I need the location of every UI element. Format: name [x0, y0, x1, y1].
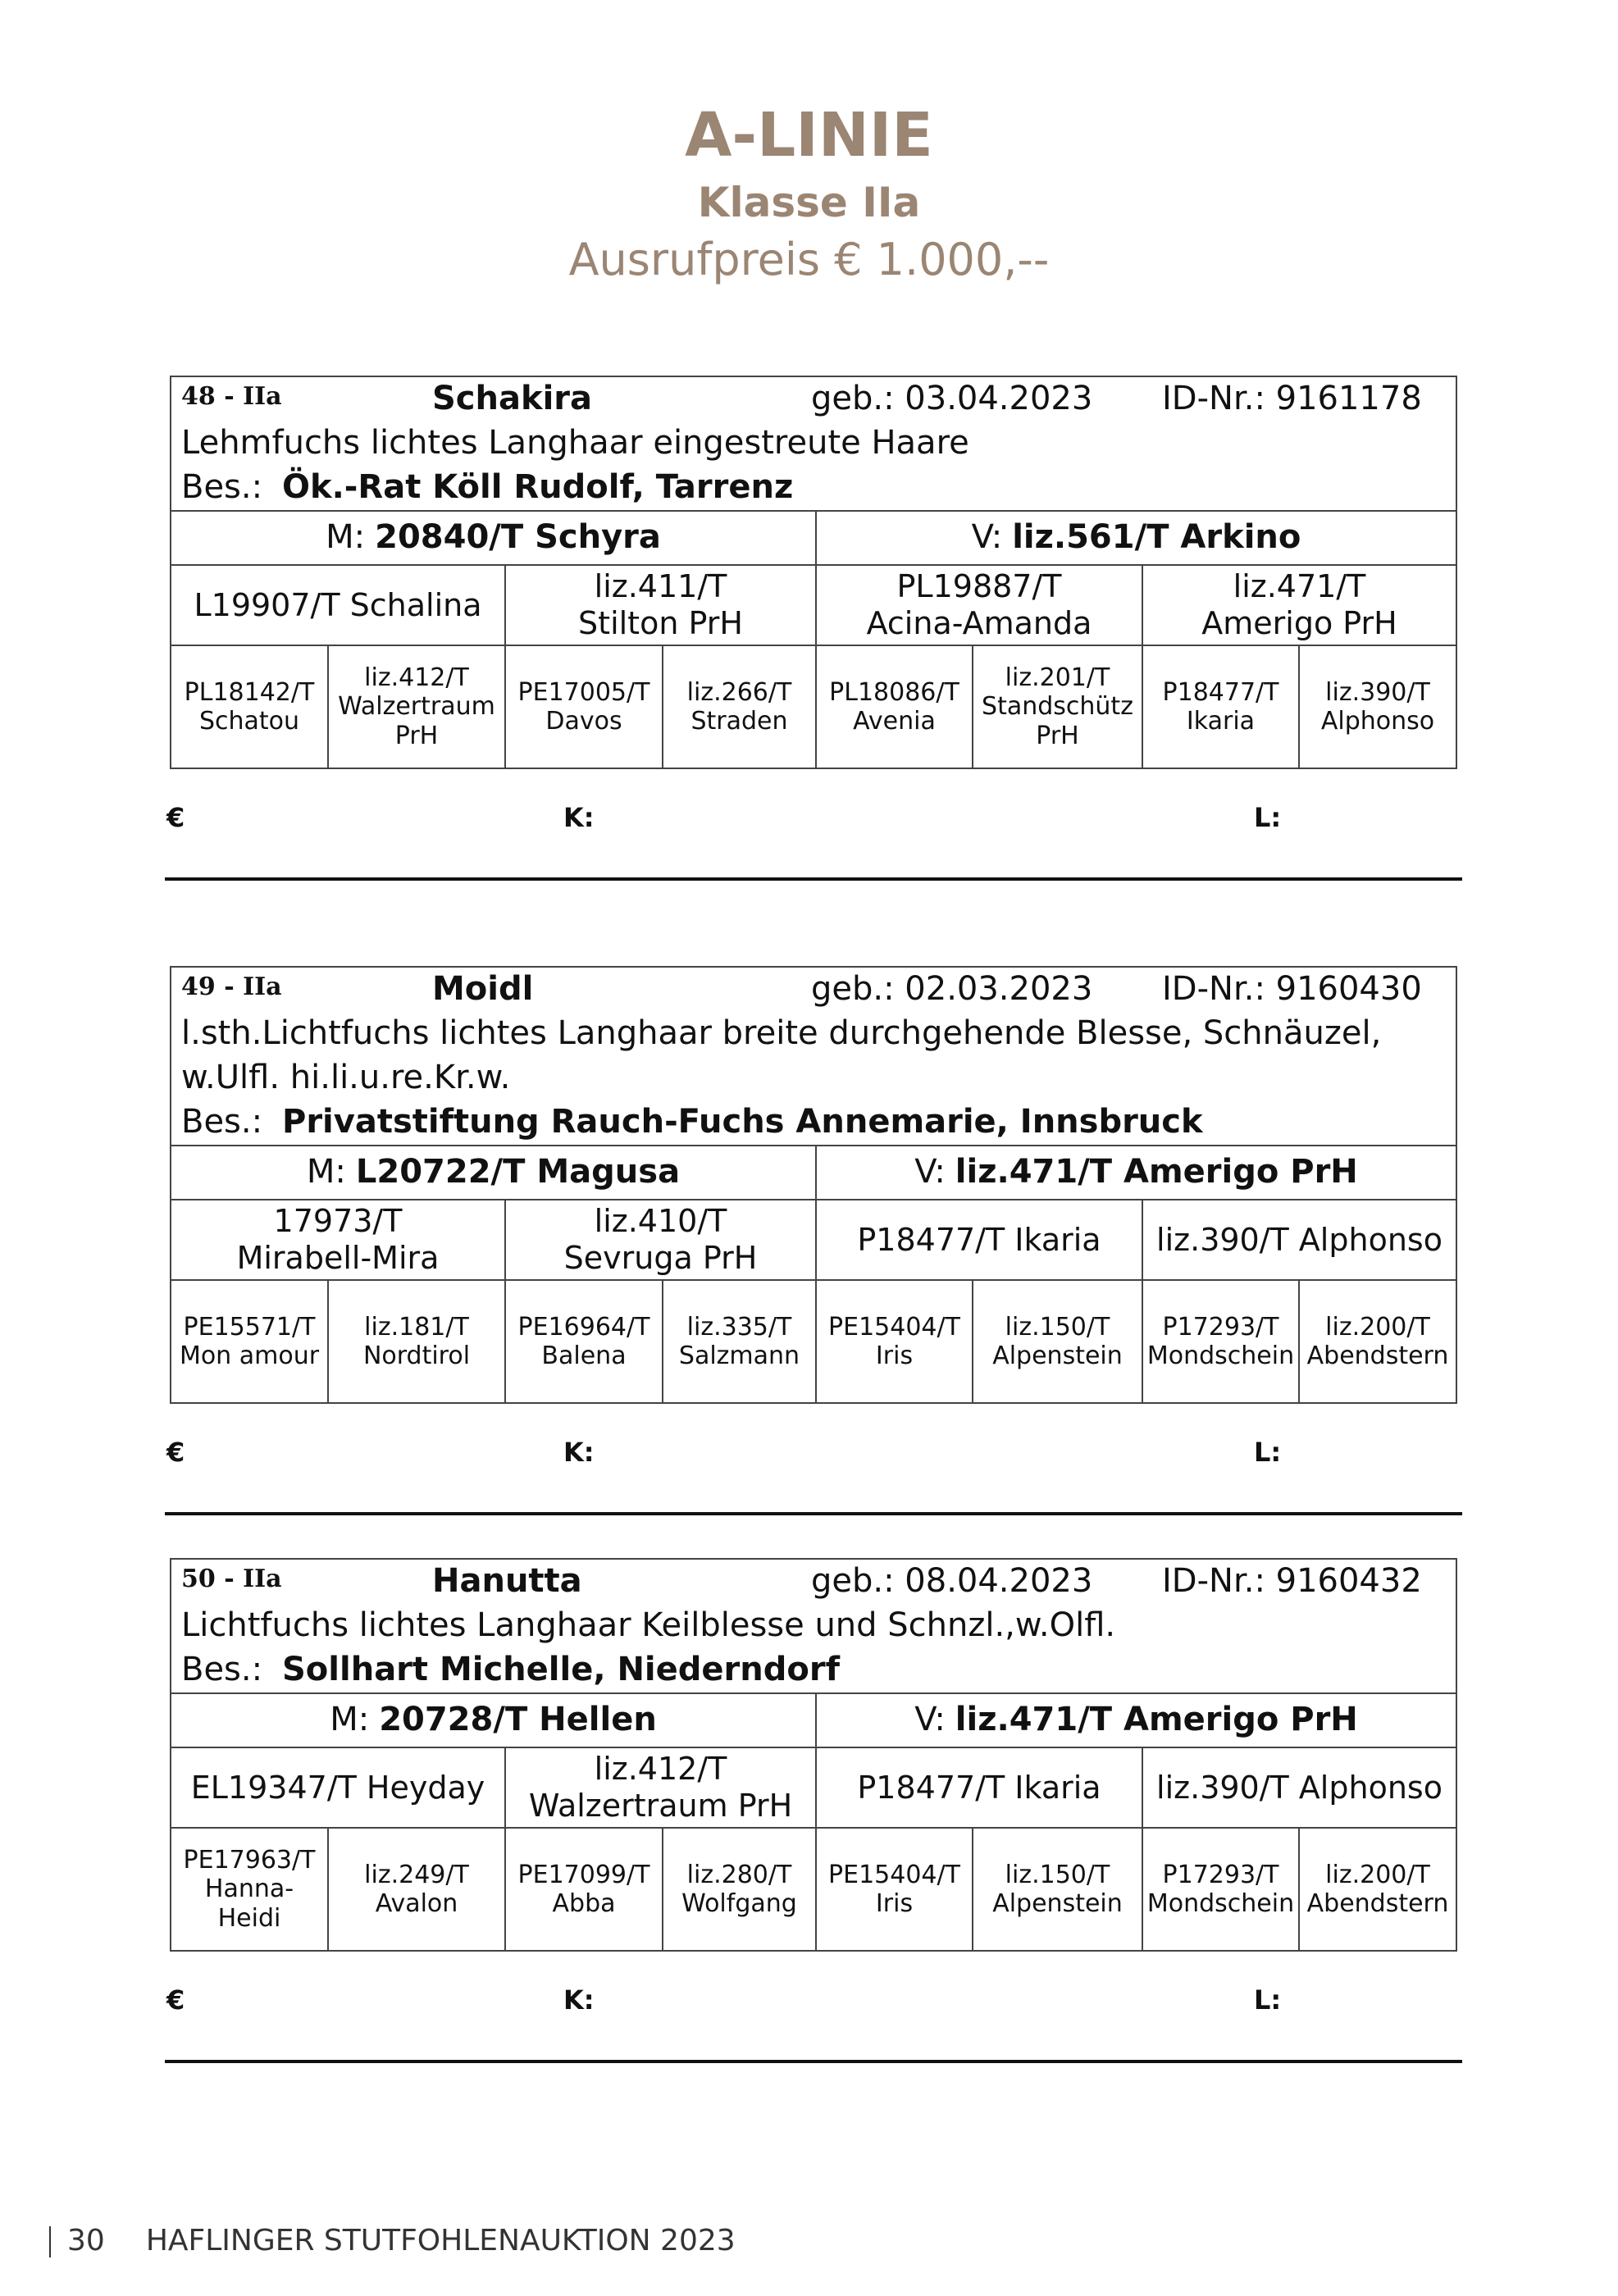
mother-name: 20728/T Hellen [379, 1701, 657, 1739]
owner-label: Bes.: [181, 1103, 263, 1141]
great-grandparent-line: PL18142/T [184, 677, 315, 707]
great-grandparent-line: PE15571/T [183, 1312, 316, 1342]
owner-label: Bes.: [181, 468, 263, 506]
horse-name: Schakira [432, 380, 593, 417]
great-grandparent-line: PrH [1036, 721, 1079, 750]
column-divider [815, 1279, 817, 1402]
grandparent-line: liz.411/T [594, 568, 727, 605]
column-divider [1298, 1827, 1300, 1950]
horse-name: Moidl [432, 970, 534, 1008]
father-label: V: [914, 1153, 946, 1191]
mother-cell [171, 1146, 815, 1199]
horse-name: Hanutta [432, 1562, 582, 1600]
starting-price: Ausrufpreis € 1.000,-- [568, 234, 1050, 285]
column-divider [1142, 1199, 1143, 1279]
great-grandparent-cell [1300, 1281, 1456, 1402]
great-grandparent-line: Abba [552, 1889, 616, 1918]
great-grandparent-line: Mondschein [1146, 1342, 1295, 1370]
great-grandparent-line: liz.201/T [1005, 663, 1110, 692]
father-cell [817, 1146, 1456, 1199]
great-grandparent-line: PE16964/T [517, 1312, 650, 1342]
column-divider [1142, 564, 1143, 645]
great-grandparent-line: PE17963/T [183, 1845, 316, 1875]
lot-number: 50 - IIa [181, 1565, 282, 1593]
great-grandparent-cell [1143, 1829, 1298, 1950]
great-grandparent-line: liz.412/T [364, 663, 469, 692]
grandparent-cell [171, 1200, 504, 1279]
column-divider [815, 510, 817, 564]
great-grandparent-cell [329, 646, 504, 768]
description-line-1: Lehmfuchs lichtes Langhaar eingestreute Haare [181, 424, 969, 462]
great-grandparent-cell [663, 1829, 815, 1950]
great-grandparent-line: Hanna- [204, 1875, 294, 1904]
great-grandparent-cell [1300, 1829, 1456, 1950]
great-grandparent-line: Balena [541, 1342, 627, 1370]
great-grandparent-cell [171, 1281, 327, 1402]
great-grandparent-cell [1143, 646, 1298, 768]
great-grandparent-line: liz.335/T [686, 1312, 792, 1342]
great-grandparent-line: Iris [875, 1889, 914, 1918]
great-grandparent-cell [973, 646, 1142, 768]
entry-separator-line [165, 1512, 1462, 1515]
great-grandparent-line: Schatou [198, 707, 300, 736]
great-grandparent-line: Avenia [853, 707, 936, 736]
k-field-label: K: [563, 1437, 595, 1468]
owner-name: Ök.-Rat Köll Rudolf, Tarrenz [282, 468, 794, 506]
great-grandparent-cell [973, 1829, 1142, 1950]
great-grandparent-line: Alpenstein [992, 1889, 1123, 1918]
great-grandparent-line: liz.150/T [1005, 1312, 1110, 1342]
great-grandparent-line: PrH [394, 721, 439, 750]
euro-field-label: € [166, 802, 185, 833]
great-grandparent-cell [506, 1829, 662, 1950]
column-divider [815, 1692, 817, 1747]
grandparent-line: liz.410/T [594, 1203, 727, 1240]
father-cell [817, 512, 1456, 564]
mother-label: M: [306, 1153, 346, 1191]
great-grandparent-cell [171, 646, 327, 768]
lot-number: 48 - IIa [181, 382, 282, 411]
l-field-label: L: [1254, 802, 1282, 833]
birth-date: geb.: 02.03.2023 [811, 970, 1093, 1008]
grandparent-line: Stilton PrH [578, 605, 743, 641]
column-divider [972, 1279, 973, 1402]
column-divider [504, 1747, 506, 1827]
father-name: liz.471/T Amerigo PrH [955, 1153, 1358, 1191]
great-grandparent-cell [817, 1281, 972, 1402]
great-grandparent-line: P17293/T [1162, 1312, 1279, 1342]
great-grandparent-line: Standschütz [982, 692, 1133, 722]
column-divider [327, 1279, 329, 1402]
page-number: 30 [67, 2224, 105, 2257]
grandparent-line: Mirabell-Mira [236, 1240, 440, 1276]
great-grandparent-line: Mondschein [1146, 1889, 1295, 1918]
great-grandparent-line: Mon amour [179, 1342, 320, 1370]
grandparent-cell [817, 1200, 1142, 1279]
grandparent-line: L19907/T Schalina [194, 586, 482, 623]
great-grandparent-line: PL18086/T [829, 677, 959, 707]
column-divider [1142, 1827, 1143, 1950]
class-subtitle: Klasse IIa [697, 179, 921, 226]
grandparent-cell [506, 566, 815, 645]
pedigree-table [170, 1558, 1457, 1952]
mother-cell [171, 1694, 815, 1747]
column-divider [815, 1747, 817, 1827]
great-grandparent-line: Abendstern [1306, 1342, 1449, 1370]
mother-name: L20722/T Magusa [355, 1153, 681, 1191]
grandparent-line: EL19347/T Heyday [190, 1769, 485, 1806]
l-field-label: L: [1254, 1437, 1282, 1468]
description-line-1: Lichtfuchs lichtes Langhaar Keilblesse und Schnzl.,w.Olfl. [181, 1606, 1116, 1644]
great-grandparent-line: PE15404/T [828, 1312, 960, 1342]
birth-date: geb.: 08.04.2023 [811, 1562, 1093, 1600]
column-divider [815, 645, 817, 768]
column-divider [662, 645, 663, 768]
great-grandparent-line: Alpenstein [992, 1342, 1123, 1370]
great-grandparent-line: Iris [875, 1342, 914, 1370]
footer-title: HAFLINGER STUTFOHLENAUKTION 2023 [145, 2224, 736, 2257]
grandparent-cell [171, 1748, 504, 1827]
owner-name: Sollhart Michelle, Niederndorf [282, 1651, 840, 1688]
great-grandparent-line: Abendstern [1306, 1889, 1449, 1918]
column-divider [1142, 1747, 1143, 1827]
great-grandparent-cell [663, 646, 815, 768]
great-grandparent-cell [171, 1829, 327, 1950]
mother-cell [171, 512, 815, 564]
id-number: ID-Nr.: 9161178 [1162, 380, 1422, 417]
great-grandparent-line: PE17005/T [517, 677, 650, 707]
great-grandparent-cell [663, 1281, 815, 1402]
column-divider [815, 1827, 817, 1950]
grandparent-cell [817, 1748, 1142, 1827]
column-divider [815, 564, 817, 645]
column-divider [815, 1145, 817, 1199]
mother-label: M: [326, 518, 366, 557]
column-divider [972, 645, 973, 768]
column-divider [504, 564, 506, 645]
great-grandparent-cell [973, 1281, 1142, 1402]
great-grandparent-line: PE15404/T [828, 1860, 960, 1889]
grandparent-cell [171, 566, 504, 645]
description-line-2: w.Ulfl. hi.li.u.re.Kr.w. [181, 1059, 511, 1096]
k-field-label: K: [563, 802, 595, 833]
grandparent-line: Amerigo PrH [1201, 605, 1397, 641]
grandparent-line: Sevruga PrH [563, 1240, 758, 1276]
grandparent-cell [506, 1748, 815, 1827]
great-grandparent-line: Alphonso [1320, 707, 1435, 736]
l-field-label: L: [1254, 1984, 1282, 2016]
grandparent-line: liz.471/T [1233, 568, 1366, 605]
great-grandparent-line: Walzertraum [338, 692, 495, 722]
father-name: liz.471/T Amerigo PrH [955, 1701, 1358, 1739]
euro-field-label: € [166, 1984, 185, 2016]
mother-label: M: [330, 1701, 370, 1739]
great-grandparent-line: P17293/T [1162, 1860, 1279, 1889]
great-grandparent-line: Davos [545, 707, 622, 736]
column-divider [1142, 645, 1143, 768]
column-divider [504, 645, 506, 768]
grandparent-line: liz.412/T [594, 1751, 727, 1788]
great-grandparent-line: liz.390/T [1325, 677, 1430, 707]
great-grandparent-cell [817, 646, 972, 768]
column-divider [1298, 645, 1300, 768]
great-grandparent-line: Salzmann [678, 1342, 800, 1370]
great-grandparent-line: Straden [690, 707, 788, 736]
grandparent-cell [1143, 1200, 1456, 1279]
grandparent-line: liz.390/T Alphonso [1156, 1221, 1443, 1258]
great-grandparent-line: liz.200/T [1325, 1860, 1430, 1889]
grandparent-cell [1143, 566, 1456, 645]
great-grandparent-line: Nordtirol [362, 1342, 471, 1370]
father-cell [817, 1694, 1456, 1747]
mother-name: 20840/T Schyra [375, 518, 661, 557]
column-divider [504, 1199, 506, 1279]
id-number: ID-Nr.: 9160430 [1162, 970, 1422, 1008]
grandparent-cell [506, 1200, 815, 1279]
great-grandparent-cell [1300, 646, 1456, 768]
birth-date: geb.: 03.04.2023 [811, 380, 1093, 417]
great-grandparent-line: PE17099/T [517, 1860, 650, 1889]
great-grandparent-line: Heidi [217, 1903, 281, 1933]
page-title: A-LINIE [685, 100, 933, 171]
pedigree-table [170, 376, 1457, 769]
column-divider [662, 1827, 663, 1950]
grandparent-line: PL19887/T [896, 568, 1062, 605]
great-grandparent-line: P18477/T [1162, 677, 1279, 707]
great-grandparent-cell [1143, 1281, 1298, 1402]
great-grandparent-line: liz.150/T [1005, 1860, 1110, 1889]
great-grandparent-line: liz.280/T [686, 1860, 792, 1889]
great-grandparent-line: liz.181/T [364, 1312, 469, 1342]
grandparent-line: P18477/T Ikaria [857, 1221, 1101, 1258]
great-grandparent-cell [329, 1281, 504, 1402]
great-grandparent-line: liz.200/T [1325, 1312, 1430, 1342]
grandparent-cell [817, 566, 1142, 645]
column-divider [1142, 1279, 1143, 1402]
great-grandparent-cell [506, 646, 662, 768]
column-divider [815, 1199, 817, 1279]
great-grandparent-line: liz.266/T [686, 677, 792, 707]
great-grandparent-cell [329, 1829, 504, 1950]
grandparent-line: Acina-Amanda [866, 605, 1092, 641]
entry-separator-line [165, 2060, 1462, 2063]
page-footer [49, 2224, 736, 2257]
id-number: ID-Nr.: 9160432 [1162, 1562, 1422, 1600]
footer-divider [49, 2226, 51, 2257]
grandparent-cell [1143, 1748, 1456, 1827]
k-field-label: K: [563, 1984, 595, 2016]
grandparent-line: P18477/T Ikaria [857, 1769, 1101, 1806]
great-grandparent-line: liz.249/T [364, 1860, 469, 1889]
grandparent-line: Walzertraum PrH [528, 1788, 793, 1824]
entry-separator-line [165, 877, 1462, 881]
great-grandparent-line: Ikaria [1186, 707, 1256, 736]
euro-field-label: € [166, 1437, 185, 1468]
owner-name: Privatstiftung Rauch-Fuchs Annemarie, Innsbruck [282, 1103, 1203, 1141]
father-label: V: [914, 1701, 946, 1739]
lot-number: 49 - IIa [181, 973, 282, 1001]
owner-label: Bes.: [181, 1651, 263, 1688]
column-divider [327, 645, 329, 768]
column-divider [972, 1827, 973, 1950]
great-grandparent-line: Wolfgang [681, 1889, 797, 1918]
description-line-1: l.sth.Lichtfuchs lichtes Langhaar breite durchgehende Blesse, Schnäuzel, [181, 1014, 1382, 1052]
column-divider [1298, 1279, 1300, 1402]
great-grandparent-line: Avalon [375, 1889, 458, 1918]
grandparent-line: liz.390/T Alphonso [1156, 1769, 1443, 1806]
column-divider [327, 1827, 329, 1950]
great-grandparent-cell [817, 1829, 972, 1950]
column-divider [504, 1279, 506, 1402]
great-grandparent-cell [506, 1281, 662, 1402]
father-name: liz.561/T Arkino [1012, 518, 1301, 557]
column-divider [504, 1827, 506, 1950]
column-divider [662, 1279, 663, 1402]
pedigree-table [170, 966, 1457, 1404]
grandparent-line: 17973/T [273, 1203, 403, 1240]
father-label: V: [971, 518, 1003, 557]
